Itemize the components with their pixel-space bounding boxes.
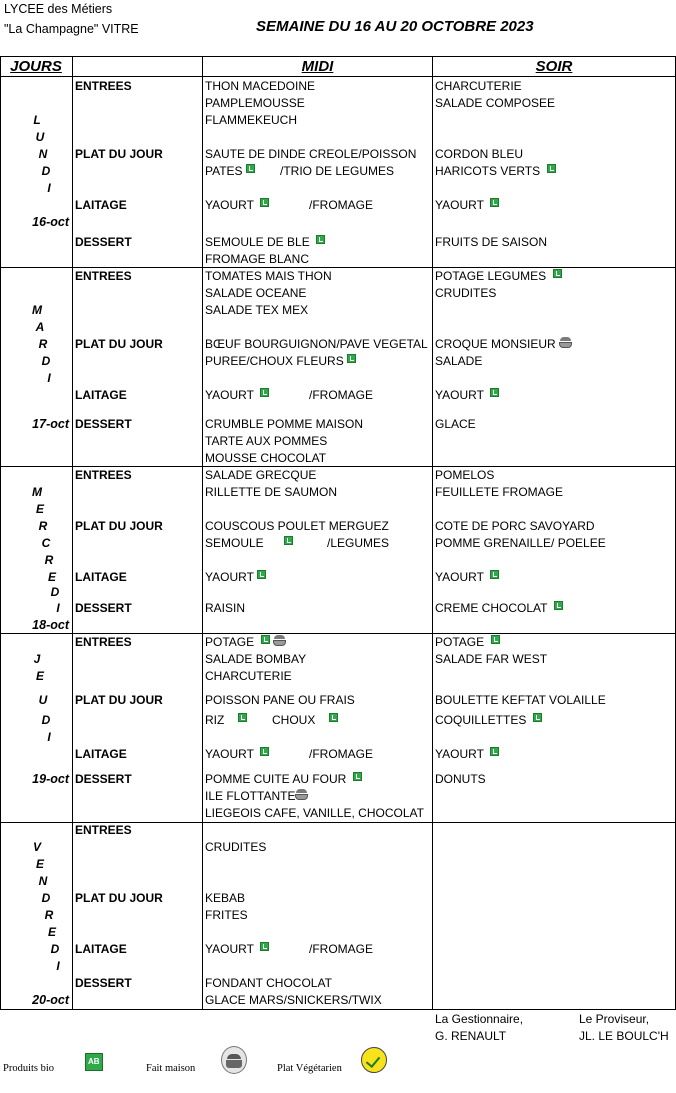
organic-ab-icon — [316, 235, 325, 244]
grid-line — [0, 466, 676, 467]
category-plat: PLAT DU JOUR — [75, 337, 163, 351]
menu-item: PUREE/CHOUX FLEURS — [205, 354, 356, 369]
organic-ab-icon — [347, 354, 356, 363]
menu-item: BŒUF BOURGUIGNON/PAVE VEGETAL — [205, 337, 428, 351]
organic-ab-icon — [553, 269, 562, 278]
menu-item: TARTE AUX POMMES — [205, 434, 328, 448]
menu-item: TOMATES MAIS THON — [205, 269, 332, 283]
menu-item: CROQUE MONSIEUR — [435, 337, 572, 352]
menu-item: DONUTS — [435, 772, 486, 786]
organic-ab-icon — [491, 635, 500, 644]
menu-item: KEBAB — [205, 891, 246, 905]
menu-item: SALADE FAR WEST — [435, 652, 548, 666]
category-entrees: ENTREES — [75, 79, 132, 93]
menu-item: POMME GRENAILLE/ POELEE — [435, 536, 606, 550]
menu-item: YAOURT — [435, 747, 499, 762]
homemade-pot-icon — [221, 1046, 247, 1074]
organic-ab-icon — [490, 198, 499, 207]
menu-item: CHOUX — [272, 713, 338, 728]
legend-vegetarien-label: Plat Végétarien — [277, 1063, 342, 1074]
menu-item: FROMAGE BLANC — [205, 252, 310, 266]
organic-ab-icon — [329, 713, 338, 722]
menu-item: CRUDITES — [435, 286, 497, 300]
menu-item: GLACE MARS/SNICKERS/TWIX — [205, 993, 382, 1007]
menu-item: SALADE OCEANE — [205, 286, 307, 300]
menu-item: /FROMAGE — [309, 942, 374, 956]
category-laitage: LAITAGE — [75, 942, 127, 956]
menu-item: COUSCOUS POULET MERGUEZ — [205, 519, 389, 533]
menu-item: CORDON BLEU — [435, 147, 524, 161]
grid-line — [0, 633, 676, 634]
grid-line — [202, 56, 203, 1010]
menu-item: SALADE COMPOSEE — [435, 96, 556, 110]
menu-item: FRUITS DE SAISON — [435, 235, 548, 249]
menu-item: /FROMAGE — [309, 198, 374, 212]
organic-ab-icon — [533, 713, 542, 722]
grid-line — [72, 56, 73, 1010]
day-date: 18-oct — [32, 618, 69, 632]
gestionnaire-title: La Gestionnaire, — [435, 1012, 524, 1026]
menu-item: /FROMAGE — [309, 388, 374, 402]
day-letter: D — [41, 164, 51, 178]
menu-item: COTE DE PORC SAVOYARD — [435, 519, 595, 533]
menu-item: POTAGE — [435, 635, 500, 650]
proviseur-title: Le Proviseur, — [579, 1012, 650, 1026]
menu-item: YAOURT — [205, 198, 269, 213]
grid-line — [0, 56, 1, 1010]
day-letter: N — [38, 147, 48, 161]
menu-item: FEUILLETE FROMAGE — [435, 485, 564, 499]
menu-item: SALADE GRECQUE — [205, 468, 317, 482]
organic-ab-icon — [284, 536, 293, 545]
organic-ab-icon — [260, 198, 269, 207]
category-dessert: DESSERT — [75, 235, 132, 249]
day-letter: U — [35, 130, 45, 144]
menu-item: CREME CHOCOLAT — [435, 601, 563, 616]
day-letter: I — [56, 959, 60, 973]
homemade-pot-icon — [295, 789, 308, 801]
category-plat: PLAT DU JOUR — [75, 519, 163, 533]
grid-line — [0, 1009, 676, 1010]
menu-item: FRITES — [205, 908, 248, 922]
day-letter: I — [47, 371, 51, 385]
menu-item: COQUILLETTES — [435, 713, 542, 728]
menu-item: SALADE BOMBAY — [205, 652, 307, 666]
menu-item: CRUMBLE POMME MAISON — [205, 417, 364, 431]
menu-item: GLACE — [435, 417, 476, 431]
day-letter: U — [38, 693, 48, 707]
day-letter: D — [50, 585, 60, 599]
category-dessert: DESSERT — [75, 772, 132, 786]
menu-item: YAOURT — [205, 570, 266, 585]
menu-item: FLAMMEKEUCH — [205, 113, 298, 127]
day-letter: R — [38, 337, 48, 351]
category-dessert: DESSERT — [75, 601, 132, 615]
bio-logo-text: AB — [88, 1057, 100, 1066]
menu-item: POMME CUITE AU FOUR — [205, 772, 362, 787]
menu-item: POTAGE LEGUMES — [435, 269, 562, 284]
menu-item: POISSON PANE OU FRAIS — [205, 693, 355, 707]
menu-item: YAOURT — [435, 570, 499, 585]
category-laitage: LAITAGE — [75, 747, 127, 761]
organic-ab-icon — [490, 747, 499, 756]
menu-item: SEMOULE — [205, 536, 293, 551]
day-letter: D — [41, 891, 51, 905]
menu-item: RIZ — [205, 713, 247, 728]
day-letter: L — [33, 113, 41, 127]
menu-item: YAOURT — [205, 747, 269, 762]
organic-ab-icon — [554, 601, 563, 610]
legend-maison-label: Fait maison — [146, 1063, 196, 1074]
menu-item: /FROMAGE — [309, 747, 374, 761]
day-letter: R — [44, 908, 54, 922]
day-letter: I — [47, 181, 51, 195]
grid-line — [0, 267, 676, 268]
category-entrees: ENTREES — [75, 269, 132, 283]
day-letter: A — [35, 320, 45, 334]
menu-item: PATES — [205, 164, 255, 179]
day-letter: E — [47, 925, 56, 939]
menu-item: MOUSSE CHOCOLAT — [205, 451, 327, 465]
organic-ab-icon — [85, 1053, 103, 1071]
day-letter: I — [47, 730, 51, 744]
menu-item: /TRIO DE LEGUMES — [280, 164, 395, 178]
menu-item: CHARCUTERIE — [435, 79, 522, 93]
menu-item: BOULETTE KEFTAT VOLAILLE — [435, 693, 606, 707]
menu-item: CHARCUTERIE — [205, 669, 292, 683]
day-date: 16-oct — [32, 215, 69, 229]
organic-ab-icon — [547, 164, 556, 173]
category-entrees: ENTREES — [75, 823, 132, 837]
organic-ab-icon — [257, 570, 266, 579]
day-letter: I — [56, 601, 60, 615]
column-header-days: JOURS — [10, 58, 62, 75]
organic-ab-icon — [490, 570, 499, 579]
homemade-pot-icon — [273, 635, 286, 647]
school-name: LYCEE des Métiers — [4, 2, 113, 16]
category-entrees: ENTREES — [75, 468, 132, 482]
day-letter: E — [35, 502, 44, 516]
category-plat: PLAT DU JOUR — [75, 147, 163, 161]
category-laitage: LAITAGE — [75, 198, 127, 212]
organic-ab-icon — [260, 747, 269, 756]
day-date: 20-oct — [32, 993, 69, 1007]
category-plat: PLAT DU JOUR — [75, 693, 163, 707]
day-letter: V — [32, 840, 41, 854]
day-letter: M — [32, 303, 42, 317]
day-letter: C — [41, 536, 51, 550]
homemade-pot-icon — [559, 337, 572, 349]
day-letter: D — [50, 942, 60, 956]
day-letter: R — [38, 519, 48, 533]
organic-ab-icon — [353, 772, 362, 781]
organic-ab-icon — [260, 388, 269, 397]
menu-item: YAOURT — [435, 388, 499, 403]
menu-item: THON MACEDOINE — [205, 79, 316, 93]
menu-item: YAOURT — [205, 388, 269, 403]
vegetarian-icon — [361, 1047, 387, 1073]
day-date: 19-oct — [32, 772, 69, 786]
grid-line — [432, 56, 433, 1010]
school-location: "La Champagne" VITRE — [4, 22, 139, 36]
category-entrees: ENTREES — [75, 635, 132, 649]
category-laitage: LAITAGE — [75, 570, 127, 584]
day-letter: N — [38, 874, 48, 888]
menu-item: POTAGE — [205, 635, 286, 650]
day-date: 17-oct — [32, 417, 69, 431]
menu-item: SAUTE DE DINDE CREOLE/POISSON — [205, 147, 417, 161]
menu-item: RAISIN — [205, 601, 246, 615]
organic-ab-icon — [238, 713, 247, 722]
category-laitage: LAITAGE — [75, 388, 127, 402]
menu-item: SEMOULE DE BLE — [205, 235, 325, 250]
day-letter: R — [44, 553, 54, 567]
category-dessert: DESSERT — [75, 417, 132, 431]
menu-item: /LEGUMES — [327, 536, 390, 550]
menu-item: SALADE — [435, 354, 483, 368]
menu-item: FONDANT CHOCOLAT — [205, 976, 332, 990]
menu-item: RILLETTE DE SAUMON — [205, 485, 338, 499]
menu-item: HARICOTS VERTS — [435, 164, 556, 179]
category-dessert: DESSERT — [75, 976, 132, 990]
gestionnaire-name: G. RENAULT — [435, 1029, 507, 1043]
grid-line — [0, 76, 676, 77]
menu-item: SALADE TEX MEX — [205, 303, 309, 317]
week-title: SEMAINE DU 16 AU 20 OCTOBRE 2023 — [256, 18, 534, 35]
organic-ab-icon — [490, 388, 499, 397]
proviseur-name: JL. LE BOULC'H — [579, 1029, 669, 1043]
menu-item: POMELOS — [435, 468, 495, 482]
organic-ab-icon — [261, 635, 270, 644]
column-header-soir: SOIR — [535, 58, 573, 75]
column-header-midi: MIDI — [301, 58, 334, 75]
day-letter: E — [35, 669, 44, 683]
menu-item: CRUDITES — [205, 840, 267, 854]
menu-item: YAOURT — [205, 942, 269, 957]
organic-ab-icon — [246, 164, 255, 173]
day-letter: J — [33, 652, 41, 666]
day-letter: M — [32, 485, 42, 499]
category-plat: PLAT DU JOUR — [75, 891, 163, 905]
menu-item: ILE FLOTTANTE — [205, 789, 308, 804]
legend-bio-label: Produits bio — [3, 1063, 55, 1074]
organic-ab-icon — [260, 942, 269, 951]
day-letter: D — [41, 354, 51, 368]
menu-item: PAMPLEMOUSSE — [205, 96, 305, 110]
day-letter: E — [47, 570, 56, 584]
day-letter: D — [41, 713, 51, 727]
menu-item: YAOURT — [435, 198, 499, 213]
menu-item: LIEGEOIS CAFE, VANILLE, CHOCOLAT — [205, 806, 424, 820]
day-letter: E — [35, 857, 44, 871]
